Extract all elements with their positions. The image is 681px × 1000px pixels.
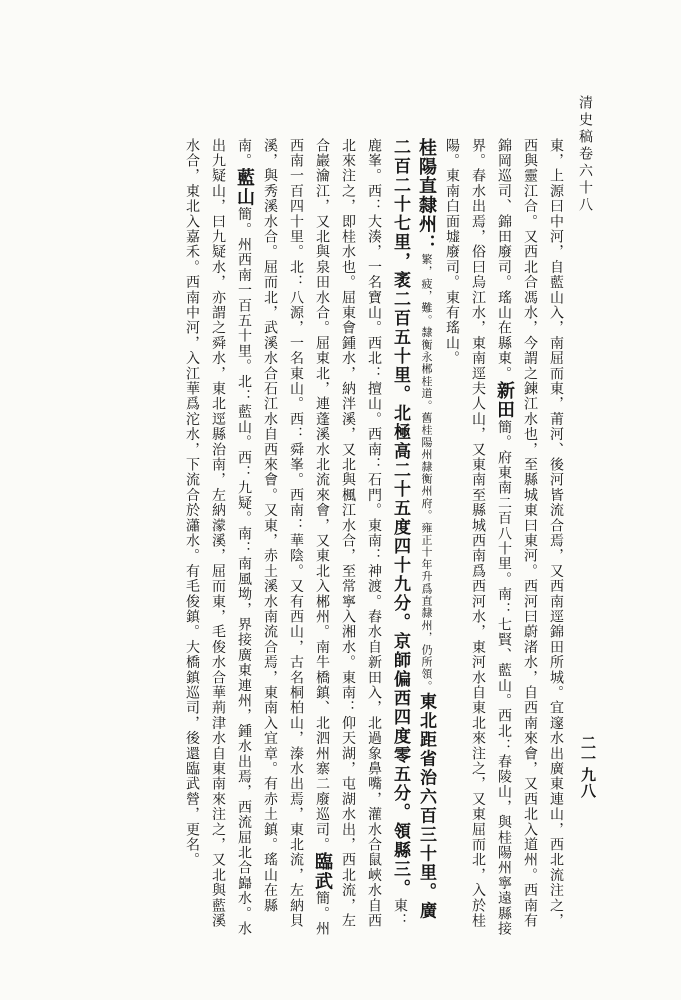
main-text [95,138,569,938]
paragraph-continued [439,138,569,938]
paragraph-body: 東：鹿峯。西：大湊，一名寶山。西北：擅山。西南：石門。東南：神渡。舂水自新田入，北過象鼻嘴，灌水合鼠峽水自西北來注之，即桂水也。屈東會鍾水，納泮溪，又北與楓江水合，至常寧入湘水。東南：仰天湖，屯湖水出，西北流，左合巖瀹江，又北與泉田水合。屈東北，連蓬溪水北流來會，又東北入郴州。南牛橋鎮、北泗州寨二廢巡司。 [314,138,408,929]
county-description: 簡。州西南一百五十里。北：藍山。西：九疑。南：南風坳，界接廣東連州，鍾水出焉，西流屈北合巋水。水出九疑山，曰九疑水，亦謂之舜水，東北逕縣治南，左納濛溪，屈而東，毛俊水合華荊津水自東南來注之，又北與藍溪水合，東北入嘉禾。西南中河，入江華爲沱水，下流合於瀟水。有毛俊鎮。大橋鎮巡司，後還臨武營，更名。 [184,138,252,937]
prefecture-summary: 東北距省治六百三十里。廣二百二十七里，袤二百五十里。北極高二十五度四十九分。京師偏西四度零五分。領縣三。 [390,138,436,921]
heading-note: 繁，疲，難。隸衡永郴桂道。舊桂陽州隸衡州府。雍正十年升爲直隸州，仍所領。 [420,253,433,693]
county-name-xintian: 新田 [494,381,515,420]
county-description: 簡。府東南二百八十里。南：七賢、藍山。西北：春陵山，與桂陽州寧遠縣接界。春水出焉，俗曰烏江水，東南逕夫人山，又東南至縣城西南爲西河水，東河水自東北來注之，又東屈而北，入於桂陽。東南白面墟廢司。東有瑤山。 [444,138,512,937]
paragraph-guiyang [179,138,439,938]
county-description: 簡。州西南一百四十里。北：八源，一名東山。西：舜峯。西南：華陰。又有西山，古名桐柏山，溱水出焉，東北流，左納貝溪，與秀溪水合。屈而北，武溪水合石江水自西來會。又東，赤土溪水南流合焉，東南入宜章。有赤土鎮。瑤山在縣南。 [236,138,330,937]
page-number: 二一九八 [579,735,597,799]
county-name-linwu: 臨武 [312,852,333,891]
county-name-lanshan: 藍山 [234,168,255,207]
running-header: 清史稿卷六十八 [577,95,593,214]
prefecture-heading: 桂陽直隸州： [416,138,437,254]
paragraph-text: 東，上源曰中河，自藍山入，南屈而東，莆河、後河皆流合焉，又西南逕錦田所城。宜邃水出廣東連山，西北流注之，西與靈江合。又西北合馮水，今謂之鍊江水也，至縣城東曰東河。西河曰蔚渚水，自西南來會，又西北入道州。西南有錦岡巡司、錦田廢司。瑤山在縣東。 [496,138,564,929]
